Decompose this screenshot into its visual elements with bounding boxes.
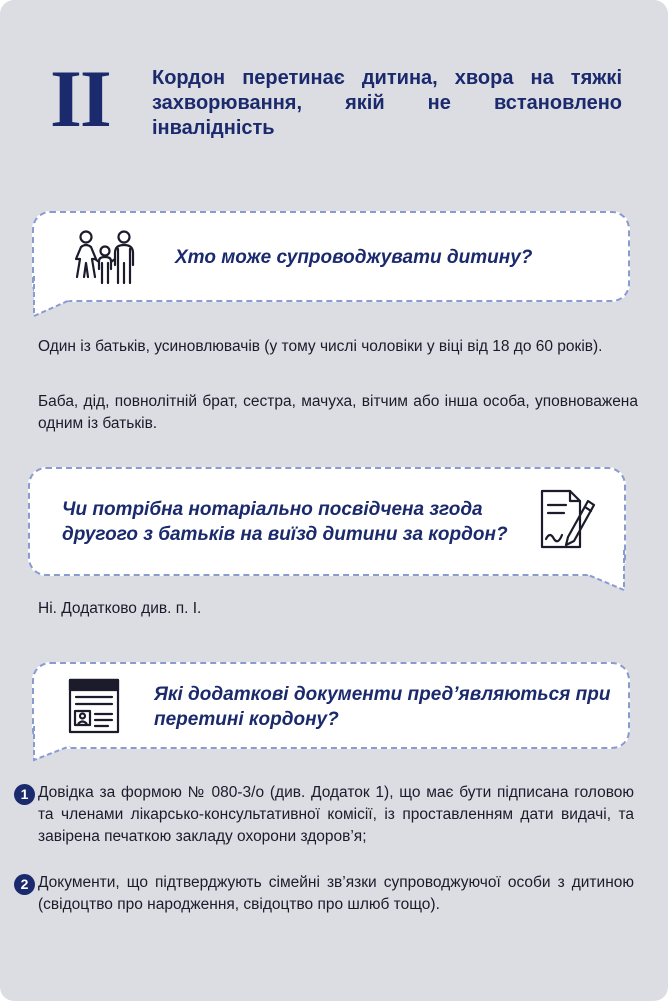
number-badge-1: 1 bbox=[14, 784, 35, 805]
number-badge-2: 2 bbox=[14, 874, 35, 895]
answer-1b: Баба, дід, повнолітній брат, сестра, мачуха, вітчим або інша особа, уповноважена одним із батьків. bbox=[38, 393, 638, 432]
list-item-1 bbox=[14, 782, 634, 848]
signed-document-icon bbox=[538, 487, 596, 553]
bubble-tail-1 bbox=[30, 276, 78, 320]
family-icon bbox=[72, 229, 138, 285]
list-item-text-1: Довідка за формою № 080-3/о (див. Додаток 1), що має бути підписана головою та членами лікарсько-консультативної комісії, із проставленням дати видачі, та завірена печаткою закладу охорони здоров’я; bbox=[38, 784, 634, 845]
id-document-icon bbox=[66, 677, 122, 735]
question-1: Хто може супроводжувати дитину? bbox=[175, 247, 533, 268]
answer-1a: Один із батьків, усиновлювачів (у тому числі чоловіки у віці від 18 до 60 років). bbox=[38, 338, 603, 355]
question-3: Які додаткові документи пред’являються при перетині кордону? bbox=[154, 684, 611, 730]
section-number: II bbox=[50, 53, 110, 144]
section-title: Кордон перетинає дитина, хвора на тяжкі захворювання, якій не встановлено інвалідність bbox=[152, 67, 622, 139]
list-item-text-2: Документи, що підтверджують сімейні зв’язки супроводжуючої особи з дитиною (свідоцтво про народження, свідоцтво про шлюб тощо). bbox=[38, 874, 634, 913]
list-item-2 bbox=[14, 872, 634, 916]
answer-2: Ні. Додатково див. п. І. bbox=[38, 600, 202, 617]
bubble-tail-2 bbox=[578, 550, 628, 594]
question-2: Чи потрібна нотаріально посвідчена згода другого з батьків на виїзд дитини за кордон? bbox=[62, 499, 508, 545]
